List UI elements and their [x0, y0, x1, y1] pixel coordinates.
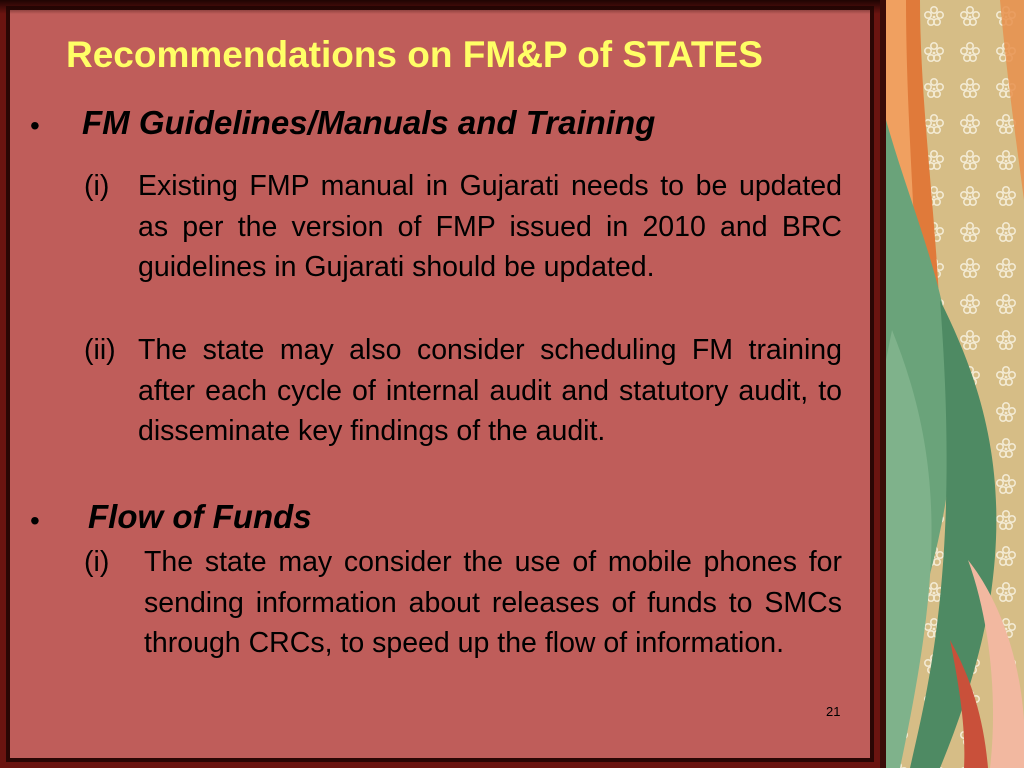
bullet-2: • — [30, 505, 40, 536]
item-number: (i) — [84, 170, 110, 202]
list-item-fm-2 — [84, 330, 842, 452]
item-text: Existing FMP manual in Gujarati needs to be updated as per the version of FMP issued in 2010 and BRC guidelines in Gujarati should be updated. — [138, 170, 842, 283]
list-item-fm-1 — [84, 166, 842, 288]
floral-decoration-panel — [880, 0, 1024, 768]
item-text: The state may also consider scheduling FM training after each cycle of internal audit and statutory audit, to disseminate key findings of the audit. — [138, 334, 842, 447]
section-heading-fm-guidelines: FM Guidelines/Manuals and Training — [82, 104, 656, 141]
section-heading-flow-of-funds: Flow of Funds — [88, 498, 312, 535]
item-number: (ii) — [84, 334, 116, 366]
bullet-1: • — [30, 110, 40, 141]
item-number: (i) — [84, 546, 110, 578]
floral-ribbon-icon — [880, 0, 1024, 768]
list-item-funds-1 — [84, 542, 842, 664]
item-text: The state may consider the use of mobile phones for sending information about releases of funds to SMCs through CRCs, to speed up the flow of information. — [144, 546, 842, 659]
slide-title: Recommendations on FM&P of STATES — [66, 34, 763, 75]
page-number: 21 — [826, 704, 841, 719]
